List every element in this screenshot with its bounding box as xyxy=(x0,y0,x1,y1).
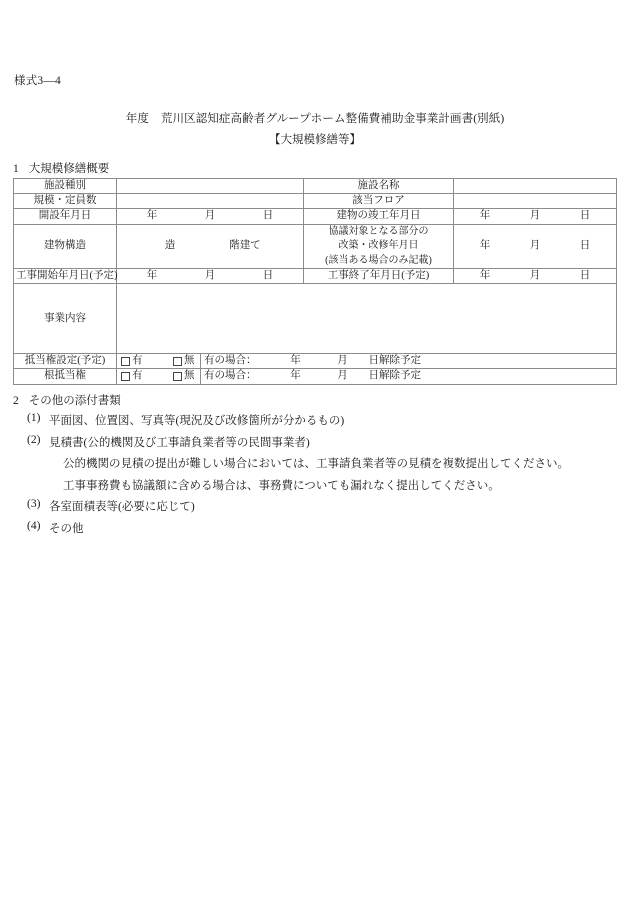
table-row-structure xyxy=(14,224,617,269)
work-start-month: 月 xyxy=(204,270,216,282)
work-end-year: 年 xyxy=(479,270,491,282)
mortgage-checkbox-yes[interactable] xyxy=(121,354,173,368)
renovation-date-label-line3: (該当ある場合のみ記載) xyxy=(325,254,432,266)
cell-revolving-mortgage-checkboxes xyxy=(117,369,201,384)
date-fields-renovation xyxy=(456,239,614,253)
renovation-date-year: 年 xyxy=(479,240,491,252)
title-year-prefix: 年度 xyxy=(125,113,149,125)
cell-scale-capacity-label: 規模・定員数 xyxy=(14,194,117,209)
completion-date-day: 日 xyxy=(579,210,591,222)
section-1-title: 大規模修繕概要 xyxy=(28,163,110,175)
table-row-facility xyxy=(14,179,617,194)
cell-renovation-date-input[interactable] xyxy=(454,224,617,269)
revolving-mortgage-checkbox-group xyxy=(121,369,198,383)
checkbox-icon[interactable] xyxy=(121,372,130,381)
date-fields-work-start xyxy=(119,269,301,283)
table-row-scale xyxy=(14,194,617,209)
mortgage-checkbox-group xyxy=(121,354,198,368)
work-start-year: 年 xyxy=(146,270,158,282)
completion-date-year: 年 xyxy=(479,210,491,222)
mortgage-release-suffix: 日解除予定 xyxy=(368,355,421,367)
date-fields-work-end xyxy=(456,269,614,283)
mortgage-condition-line xyxy=(204,354,614,368)
cell-work-start-label: 工事開始年月日(予定) xyxy=(14,269,117,284)
title-main-text: 荒川区認知症高齢者グループホーム整備費補助金事業計画書(別紙) xyxy=(160,113,505,125)
open-date-year: 年 xyxy=(146,210,158,222)
cell-mortgage-checkboxes xyxy=(117,354,201,369)
cell-business-content-input[interactable] xyxy=(117,284,617,354)
structure-material-suffix: 造 xyxy=(164,240,176,252)
renovation-date-label-line1: 協議対象となる部分の xyxy=(328,225,429,237)
cell-facility-type-input[interactable] xyxy=(117,179,304,194)
list-item xyxy=(13,412,617,428)
revolving-mortgage-checkbox-yes[interactable] xyxy=(121,369,173,383)
work-start-day: 日 xyxy=(262,270,274,282)
table-row-mortgage xyxy=(14,354,617,369)
mortgage-year: 年 xyxy=(290,355,301,367)
revolving-mortgage-checkbox-no[interactable] xyxy=(173,369,195,383)
attachment-marker-1: (1) xyxy=(27,412,41,424)
cell-revolving-mortgage-label: 根抵当権 xyxy=(14,369,117,384)
cell-facility-name-input[interactable] xyxy=(454,179,617,194)
cell-business-content-label: 事業内容 xyxy=(14,284,117,354)
mortgage-if-yes-label: 有の場合： xyxy=(204,355,257,367)
structure-floors-suffix: 階建て xyxy=(229,240,261,252)
attachment-marker-2: (2) xyxy=(27,433,41,446)
attachment-marker-4: (4) xyxy=(27,519,41,532)
revolving-mortgage-release-suffix: 日解除予定 xyxy=(368,370,421,382)
list-item xyxy=(13,434,617,450)
list-item xyxy=(13,520,617,536)
document-subtitle: 【大規模修繕等】 xyxy=(269,134,361,146)
cell-completion-date-label: 建物の竣工年月日 xyxy=(304,209,454,224)
attachment-marker-3: (3) xyxy=(27,498,41,510)
cell-open-date-label: 開設年月日 xyxy=(14,209,117,224)
cell-work-end-label: 工事終了年月日(予定) xyxy=(304,269,454,284)
work-end-month: 月 xyxy=(529,270,541,282)
table-row-open-date xyxy=(14,209,617,224)
cell-target-floor-input[interactable] xyxy=(454,194,617,209)
section-2-heading xyxy=(13,392,121,408)
mortgage-no-label: 無 xyxy=(184,355,195,367)
revolving-mortgage-yes-label: 有 xyxy=(132,370,143,382)
checkbox-icon[interactable] xyxy=(121,357,130,366)
cell-target-floor-label: 該当フロア xyxy=(304,194,454,209)
section-1-number: 1 xyxy=(13,163,19,175)
revolving-mortgage-if-yes-label: 有の場合： xyxy=(204,370,257,382)
table-row-revolving-mortgage xyxy=(14,369,617,384)
form-code: 様式3―4 xyxy=(14,75,61,87)
cell-completion-date-input[interactable] xyxy=(454,209,617,224)
structure-fields xyxy=(119,239,301,253)
open-date-month: 月 xyxy=(204,210,216,222)
renovation-date-month: 月 xyxy=(529,240,541,252)
checkbox-icon[interactable] xyxy=(173,357,182,366)
attachment-text-1: 平面図、位置図、写真等(現況及び改修箇所が分かるもの) xyxy=(49,415,345,427)
revolving-mortgage-year: 年 xyxy=(290,370,301,382)
revolving-mortgage-condition-line xyxy=(204,369,614,383)
renovation-date-label-block xyxy=(306,225,451,269)
renovation-date-day: 日 xyxy=(579,240,591,252)
cell-renovation-date-label xyxy=(304,224,454,269)
revolving-mortgage-no-label: 無 xyxy=(184,370,195,382)
attachment-note-2: 工事事務費も協議額に含める場合は、事務費についても漏れなく提出してください。 xyxy=(63,479,500,492)
cell-building-structure-label: 建物構造 xyxy=(14,224,117,269)
open-date-day: 日 xyxy=(262,210,274,222)
list-item xyxy=(13,498,617,514)
renovation-summary-table xyxy=(13,178,617,385)
cell-facility-name-label: 施設名称 xyxy=(304,179,454,194)
checkbox-icon[interactable] xyxy=(173,372,182,381)
section-2-number: 2 xyxy=(13,395,19,407)
attachment-list xyxy=(13,412,617,541)
attachment-text-3: 各室面積表等(必要に応じて) xyxy=(49,501,195,513)
date-fields-completion xyxy=(456,209,614,223)
revolving-mortgage-month: 月 xyxy=(337,370,348,382)
renovation-date-label-line2: 改築・改修年月日 xyxy=(338,240,419,252)
attachment-text-4: その他 xyxy=(49,522,84,535)
document-title xyxy=(0,110,630,126)
table-row-work-dates xyxy=(14,269,617,284)
cell-work-start-input[interactable] xyxy=(117,269,304,284)
cell-revolving-mortgage-condition[interactable] xyxy=(201,369,617,384)
cell-facility-type-label: 施設種別 xyxy=(14,179,117,194)
attachment-note-1: 公的機関の見積の提出が難しい場合においては、工事請負業者等の見積を複数提出してください。 xyxy=(63,458,569,470)
cell-building-structure-input[interactable] xyxy=(117,224,304,269)
cell-scale-capacity-input[interactable] xyxy=(117,194,304,209)
section-1-heading xyxy=(13,160,109,176)
table-row-business-content xyxy=(14,284,617,354)
cell-mortgage-label: 抵当権設定(予定) xyxy=(14,354,117,369)
completion-date-month: 月 xyxy=(529,210,541,222)
mortgage-checkbox-no[interactable] xyxy=(173,354,195,368)
mortgage-yes-label: 有 xyxy=(132,355,143,367)
cell-mortgage-condition[interactable] xyxy=(201,354,617,369)
cell-work-end-input[interactable] xyxy=(454,269,617,284)
work-end-day: 日 xyxy=(579,270,591,282)
mortgage-month: 月 xyxy=(337,355,348,367)
section-2-title: その他の添付書類 xyxy=(28,395,121,407)
attachment-text-2: 見積書(公的機関及び工事請負業者等の民間事業者) xyxy=(49,436,310,449)
cell-open-date-input[interactable] xyxy=(117,209,304,224)
date-fields-open xyxy=(119,209,301,223)
